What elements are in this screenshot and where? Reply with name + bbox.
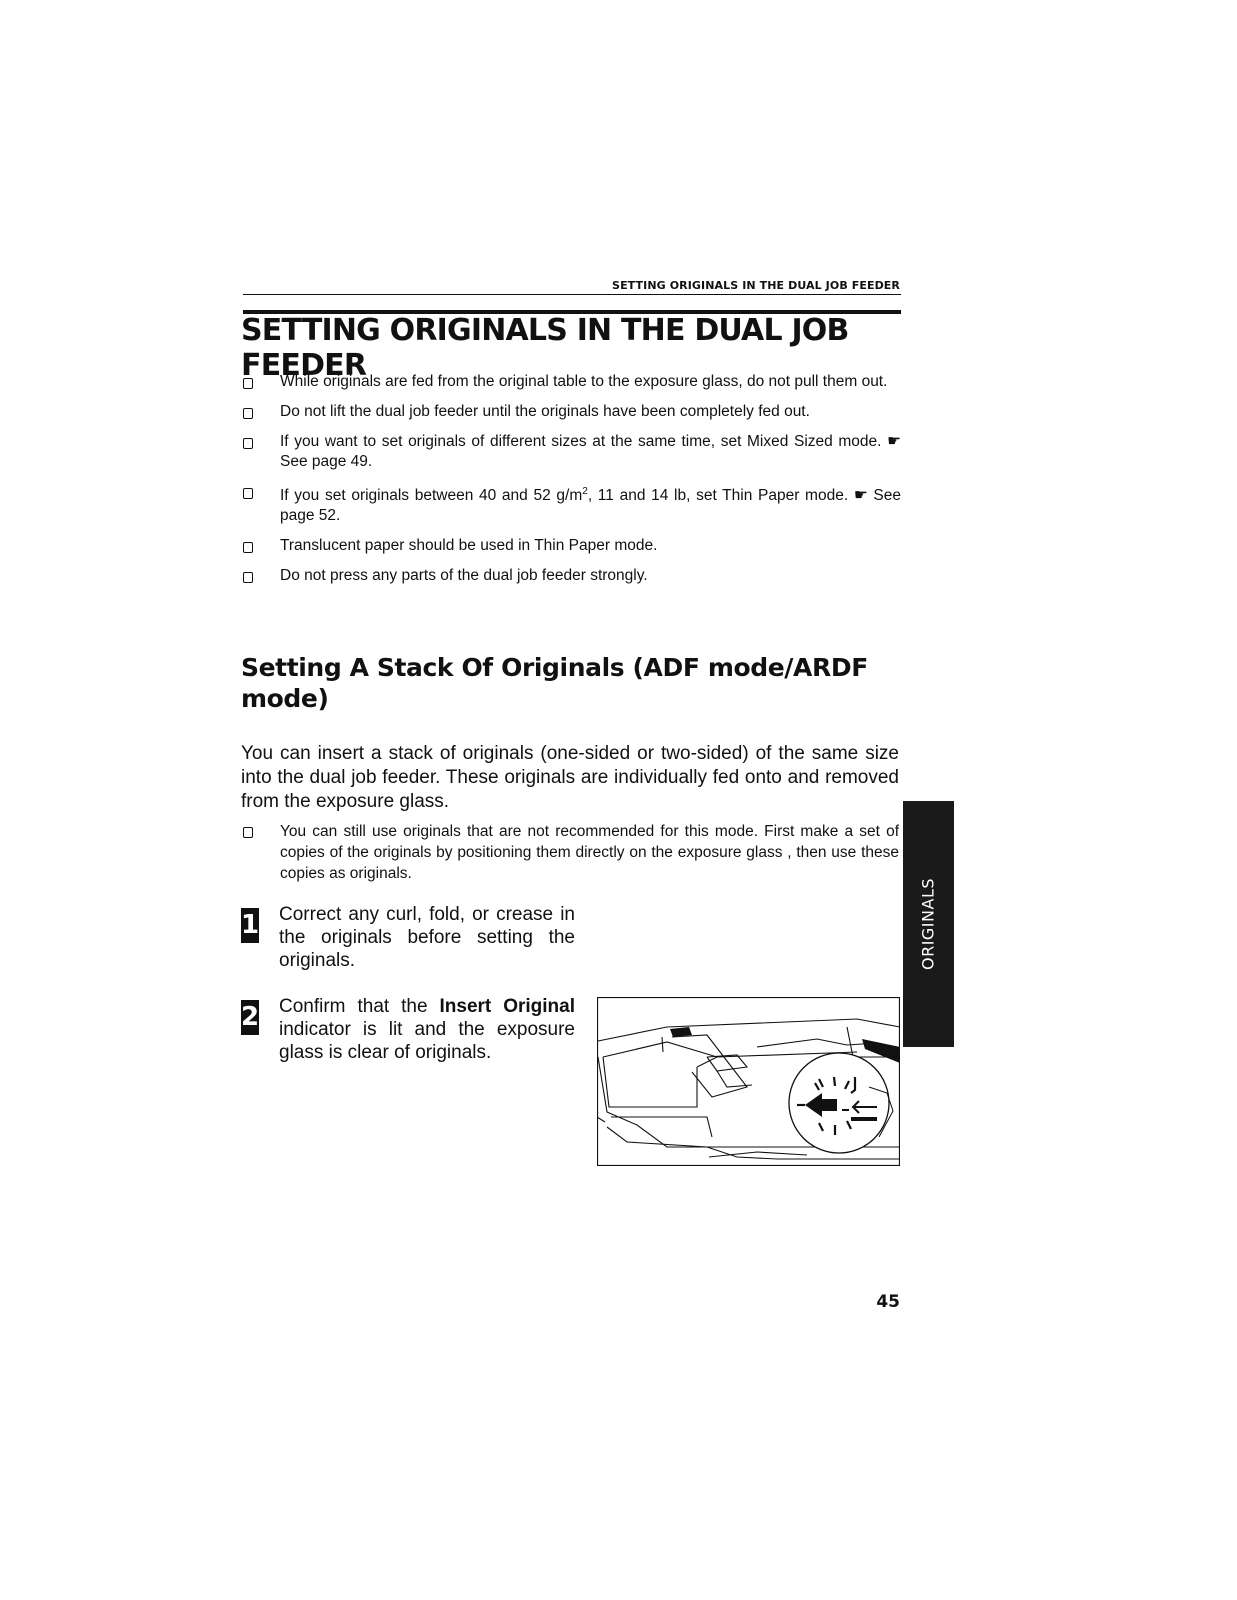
feeder-illustration [597,997,900,1166]
pointing-hand-icon: ☛ [887,433,901,450]
step-text-part: Confirm that the [279,996,440,1017]
section-heading: Setting A Stack Of Originals (ADF mode/ARDF mode) [241,653,868,713]
section-intro: You can insert a stack of originals (one-sided or two-sided) of the same size into the dual job feeder. These originals are individually fed onto and removed from the exposure glass. [241,743,899,812]
side-tab [903,801,954,1047]
running-header: SETTING ORIGINALS IN THE DUAL JOB FEEDER [612,279,900,292]
step-2 [241,995,575,1064]
note-item [241,432,901,472]
note-text-with-reference [280,482,901,526]
note-text: Do not lift the dual job feeder until the originals have been completely fed out. [280,403,810,420]
header-rule [243,294,901,295]
step-text: Correct any curl, fold, or crease in the originals before setting the originals. [279,904,575,971]
page-reference: See page 49. [280,453,373,470]
box-icon [243,378,253,389]
note-item [241,482,901,526]
box-icon [243,572,253,583]
box-icon [243,438,253,449]
note-text: Do not press any parts of the dual job feeder strongly. [280,567,648,585]
pointing-hand-icon: ☛ [853,487,868,505]
superscript: 2 [582,486,588,497]
note-text: If you set originals between 40 and 52 g/m [280,487,583,505]
note-text: , 11 and 14 lb, set Thin Paper mode. [587,487,849,505]
note-item [241,821,899,884]
step-1 [241,903,575,972]
note-text-with-reference [280,432,901,472]
page-reference: See page 52. [280,487,901,525]
note-text: While originals are fed from the original table to the exposure glass, do not pull them out. [280,373,888,390]
note-item [241,402,901,422]
step-number: 2 [241,1000,259,1035]
box-icon [243,488,253,499]
page-number: 45 [876,1292,900,1312]
section-notes-list [241,821,899,894]
note-text: Translucent paper should be used in Thin Paper mode. [280,537,658,555]
step-text [279,995,575,1064]
note-text: If you want to set originals of different sizes at the same time, set Mixed Sized mode. [280,433,882,450]
notes-list [241,372,901,596]
box-icon [243,542,253,553]
indicator-name: Insert Original [439,996,576,1017]
box-icon [243,827,253,838]
box-icon [243,408,253,419]
note-item [241,372,901,392]
side-tab-label: ORIGINALS [918,877,938,971]
step-number: 1 [241,908,259,943]
step-text-part: indicator is lit and the exposure glass is clear of originals. [279,1019,575,1063]
note-item [241,536,901,556]
note-item [241,566,901,586]
note-text: You can still use originals that are not recommended for this mode. First make a set of copies of the originals by positioning them directly on the exposure glass , then use these copies as originals. [280,823,899,882]
page-title: SETTING ORIGINALS IN THE DUAL JOB FEEDER [241,313,849,383]
